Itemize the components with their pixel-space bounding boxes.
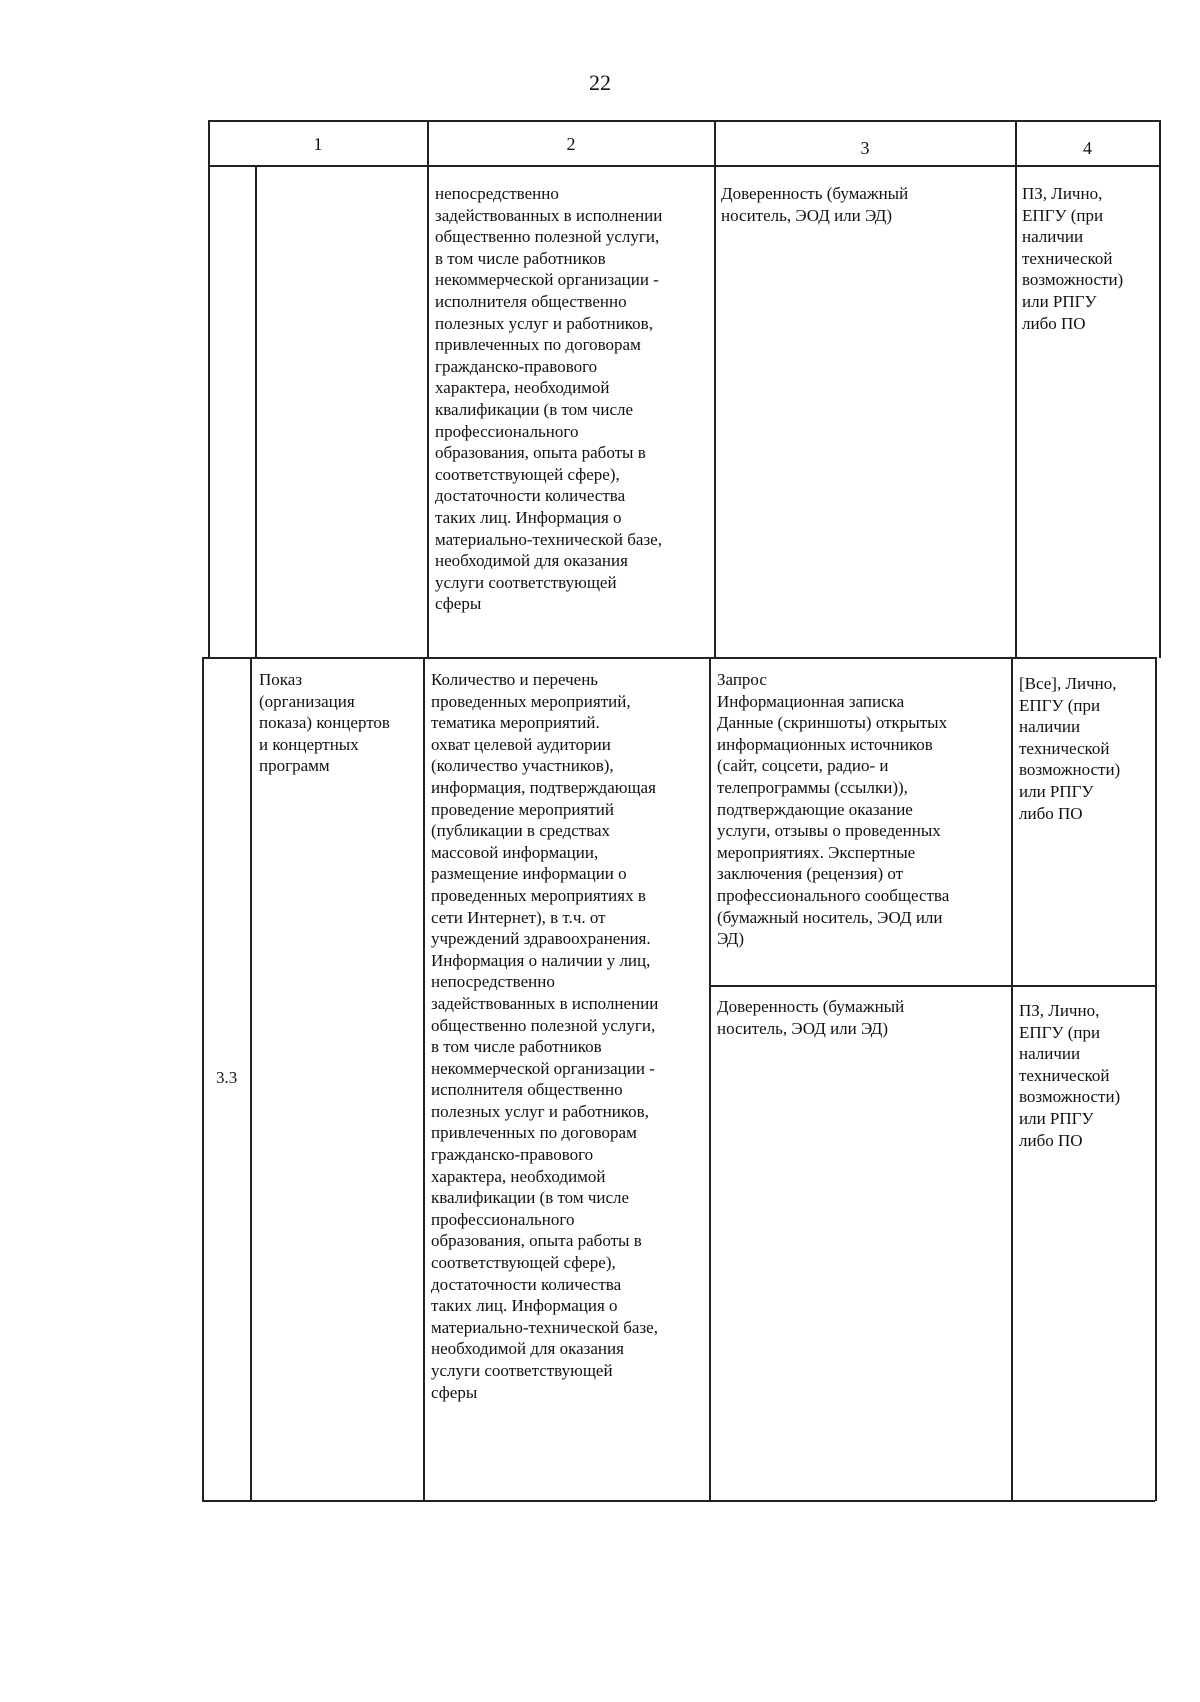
- continuation-col3-text: Доверенность (бумажный носитель, ЭОД или ЭД): [721, 184, 909, 225]
- column-header-3: 3: [860, 138, 870, 158]
- row-col3-second-text: Доверенность (бумажный носитель, ЭОД или ЭД): [717, 997, 905, 1038]
- row-col3-first-text: Запрос Информационная записка Данные (скриншоты) открытых информационных источников (сайт, соцсети, радио- и телепрограммы (ссылки)), подтверждающие оказание услуги, отзывы о проведенных мероприятиях. Экспертные заключения (рецензия) от профессионального сообщества (бумажный носитель, ЭОД или ЭД): [717, 670, 950, 949]
- column-3-4-divider-lower: [1011, 657, 1013, 1501]
- table-right-border-lower: [1155, 657, 1157, 1501]
- column-header-2: 2: [566, 134, 576, 154]
- row-3-3-sub-border: [709, 985, 1157, 987]
- table-left-border: [208, 120, 210, 658]
- table-top-border: [209, 120, 1160, 122]
- number-column-divider-lower: [250, 657, 252, 1501]
- column-header-4: 4: [1083, 138, 1092, 158]
- column-2-3-divider: [714, 120, 716, 658]
- row-col4-second-text: ПЗ, Лично, ЕПГУ (при наличии технической возможности) или РПГУ либо ПО: [1019, 1001, 1121, 1150]
- column-header-1: 1: [313, 134, 323, 154]
- number-column-divider: [255, 165, 257, 658]
- page-number: 22: [589, 70, 611, 95]
- row-number: 3.3: [216, 1068, 238, 1087]
- column-3-4-divider: [1015, 120, 1017, 658]
- table-right-border: [1159, 120, 1161, 658]
- column-2-3-divider-lower: [709, 657, 711, 1501]
- header-row-border: [209, 165, 1160, 167]
- row-service-name: Показ (организация показа) концертов и концертных программ: [259, 670, 390, 776]
- column-1-2-divider-lower: [423, 657, 425, 1501]
- continuation-col4-text: ПЗ, Лично, ЕПГУ (при наличии технической возможности) или РПГУ либо ПО: [1022, 184, 1124, 333]
- continuation-col2-text: непосредственно задействованных в исполнении общественно полезной услуги, в том числе работников некоммерческой организации - исполнителя общественно полезных услуг и работников, привлеченных по договорам гражданско-правового характера, необходимой квалификации (в том числе профессионального образования, опыта работы в соответствующей сфере), достаточности количества таких лиц. Информация о материально-технической базе, необходимой для оказания услуги соответствующей сферы: [435, 184, 663, 614]
- row-col2-text: Количество и перечень проведенных мероприятий, тематика мероприятий. охват целевой аудитории (количество участников), информация, подтверждающая проведение мероприятий (публикации в средствах массовой информации, размещение информации о проведенных мероприятиях в сети Интернет), в т.ч. от учреждений здравоохранения. Информация о наличии у лиц, непосредственно задействованных в исполнении общественно полезной услуги, в том числе работников некоммерческой организации - исполнителя общественно полезных услуг и работников, привлеченных по договорам гражданско-правового характера, необходимой квалификации (в том числе профессионального образования, опыта работы в соответствующей сфере), достаточности количества таких лиц. Информация о материально-технической базе, необходимой для оказания услуги соответствующей сферы: [431, 670, 659, 1402]
- row-col4-first-text: [Все], Лично, ЕПГУ (при наличии технической возможности) или РПГУ либо ПО: [1019, 674, 1121, 823]
- table-left-border-lower: [202, 657, 204, 1501]
- column-1-2-divider: [427, 120, 429, 658]
